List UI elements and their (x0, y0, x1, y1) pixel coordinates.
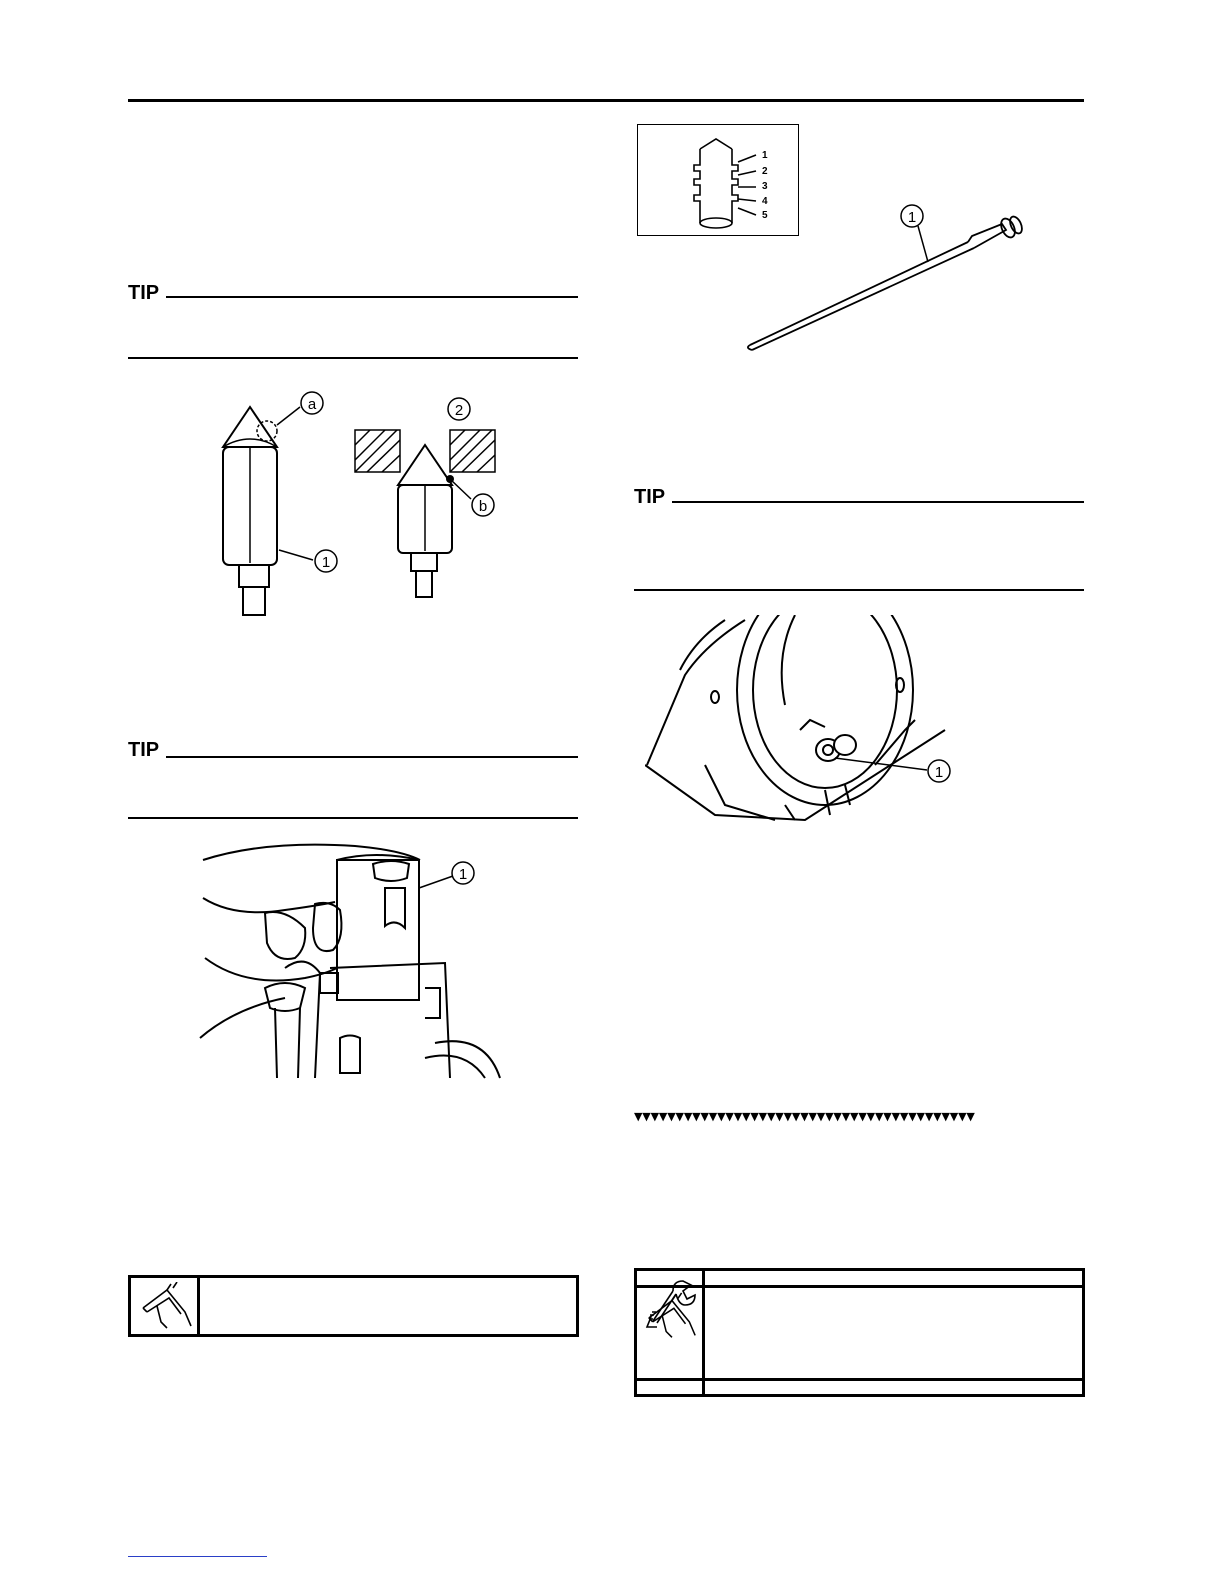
clip-position-3: 3 (762, 181, 768, 192)
tip-rule-top (672, 501, 1084, 503)
carburetor-body-figure (645, 615, 985, 825)
tool-box (634, 1268, 1085, 1381)
callout-1: 1 (934, 764, 944, 781)
callout-1: 1 (321, 554, 331, 571)
tip-rule-bottom (128, 817, 578, 819)
jet-needle-figure (740, 200, 1040, 355)
wrench-tool-icon (643, 1277, 697, 1329)
specification-box (128, 1275, 579, 1337)
clip-position-2: 2 (762, 166, 768, 177)
tip-rule-top (166, 756, 578, 758)
section-end-marker: ▼▼▼▼▼▼▼▼▼▼▼▼▼▼▼▼▼▼▼▼▼▼▼▼▼▼▼▼▼▼▼▼▼▼▼▼▼▼▼▼▼ (634, 1110, 975, 1123)
clip-position-1: 1 (762, 150, 768, 161)
box-divider (197, 1278, 200, 1334)
callout-1: 1 (907, 209, 917, 226)
callout-b: b (478, 498, 488, 515)
callout-2: 2 (454, 402, 464, 419)
footer-link-underline[interactable] (128, 1556, 267, 1557)
needle-valve-figure (205, 385, 505, 620)
tip-rule-bottom (128, 357, 578, 359)
box-divider (702, 1271, 705, 1378)
clip-position-5: 5 (762, 210, 768, 221)
clip-position-4: 4 (762, 196, 768, 207)
callout-a: a (307, 396, 317, 413)
callout-1: 1 (458, 866, 468, 883)
tip-rule-top (166, 296, 578, 298)
header-rule (128, 99, 1084, 102)
tip-label: TIP (128, 739, 160, 761)
throttle-valve-figure (195, 838, 505, 1080)
caliper-icon (137, 1282, 195, 1334)
tip-label: TIP (634, 486, 666, 508)
tip-rule-bottom (634, 589, 1084, 591)
tip-label: TIP (128, 282, 160, 304)
